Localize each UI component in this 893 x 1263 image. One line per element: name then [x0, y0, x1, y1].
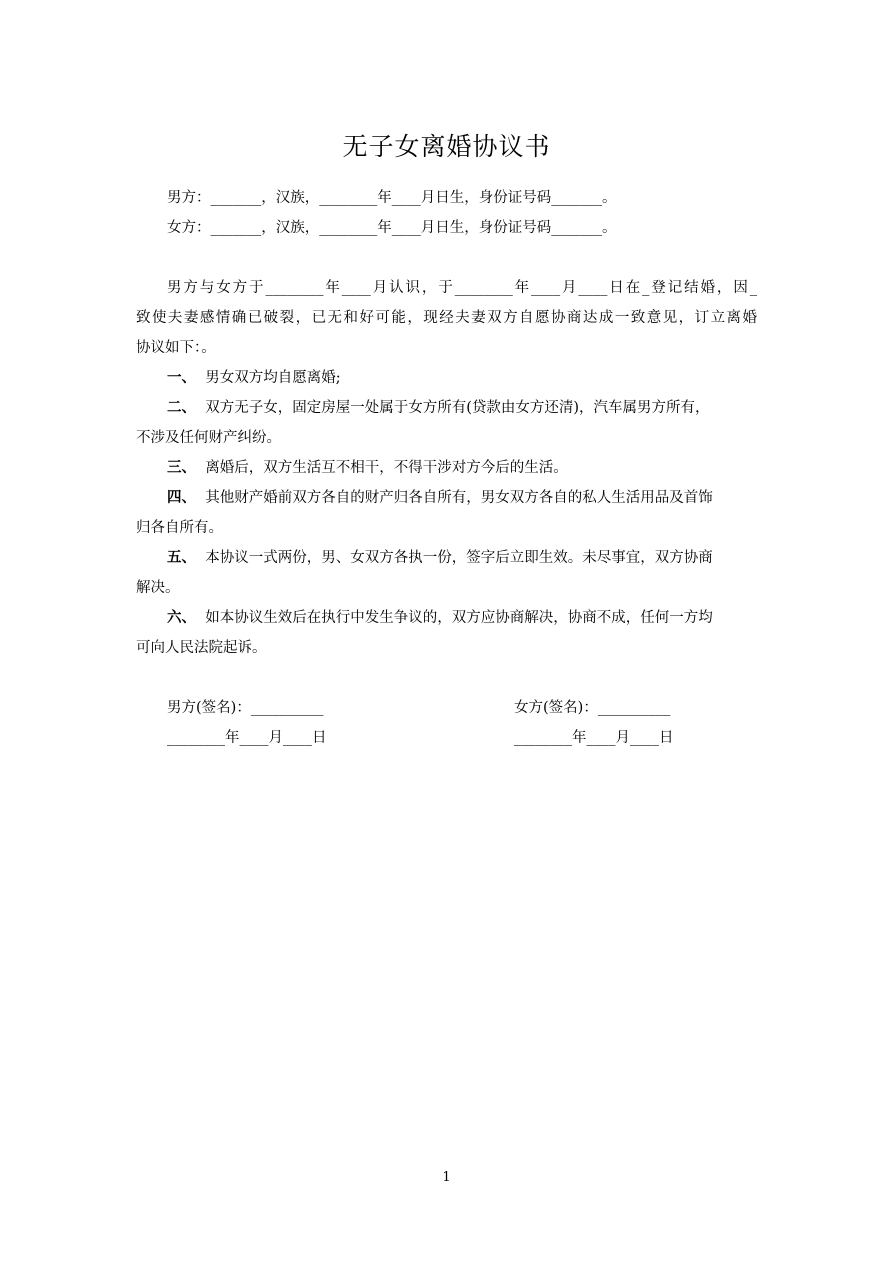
- clause-5: [167, 548, 713, 568]
- clause-number: 一、: [167, 369, 196, 386]
- clause-text: 男女双方均自愿离婚;: [205, 370, 341, 386]
- clause-2-continuation: 不涉及任何财产纠纷。: [136, 430, 281, 446]
- clause-text: 本协议一式两份，男、女双方各执一份，签字后立即生效。未尽事宜，双方协商: [205, 550, 713, 566]
- female-signature-line: 女方(签名)：__________: [514, 700, 671, 716]
- female-party-info: 女方：_______，汉族，________年____月日生，身份证号码_______。: [167, 220, 617, 236]
- clause-6-continuation: 可向人民法院起诉。: [136, 640, 267, 656]
- clause-3: [167, 458, 568, 478]
- clause-number: 六、: [167, 609, 196, 626]
- clause-number: 二、: [167, 399, 196, 416]
- page-number: 1: [442, 1170, 451, 1185]
- male-party-info: 男方：_______，汉族，________年____月日生，身份证号码_______。: [167, 190, 617, 206]
- clause-text: 其他财产婚前双方各自的财产归各自所有，男女双方各自的私人生活用品及首饰: [205, 490, 713, 506]
- clause-2: [167, 398, 710, 418]
- clause-1: [167, 368, 341, 388]
- clause-number: 三、: [167, 459, 196, 476]
- male-date-line: ________年____月____日: [167, 730, 327, 746]
- clause-6: [167, 608, 713, 628]
- clause-number: 五、: [167, 549, 196, 566]
- clause-4: [167, 488, 713, 508]
- clause-number: 四、: [167, 489, 196, 506]
- male-signature-line: 男方(签名)：__________: [167, 700, 324, 716]
- intro-line-3: 协议如下：。: [136, 340, 216, 356]
- clause-4-continuation: 归各自所有。: [136, 520, 223, 536]
- clause-text: 双方无子女，固定房屋一处属于女方所有(贷款由女方还清)，汽车属男方所有，: [205, 400, 710, 416]
- clause-text: 离婚后，双方生活互不相干，不得干涉对方今后的生活。: [205, 460, 568, 476]
- document-title: 无子女离婚协议书: [342, 132, 551, 161]
- clause-5-continuation: 解决。: [136, 580, 180, 596]
- clause-text: 如本协议生效后在执行中发生争议的，双方应协商解决，协商不成，任何一方均: [205, 610, 713, 626]
- intro-line-2: 致使夫妻感情确已破裂，已无和好可能，现经夫妻双方自愿协商达成一致意见，订立离婚: [136, 310, 757, 326]
- intro-line-1: 男方与女方于________年____月认识，于________年____月____日在_登记结婚，因_: [167, 280, 757, 296]
- female-date-line: ________年____月____日: [514, 730, 674, 746]
